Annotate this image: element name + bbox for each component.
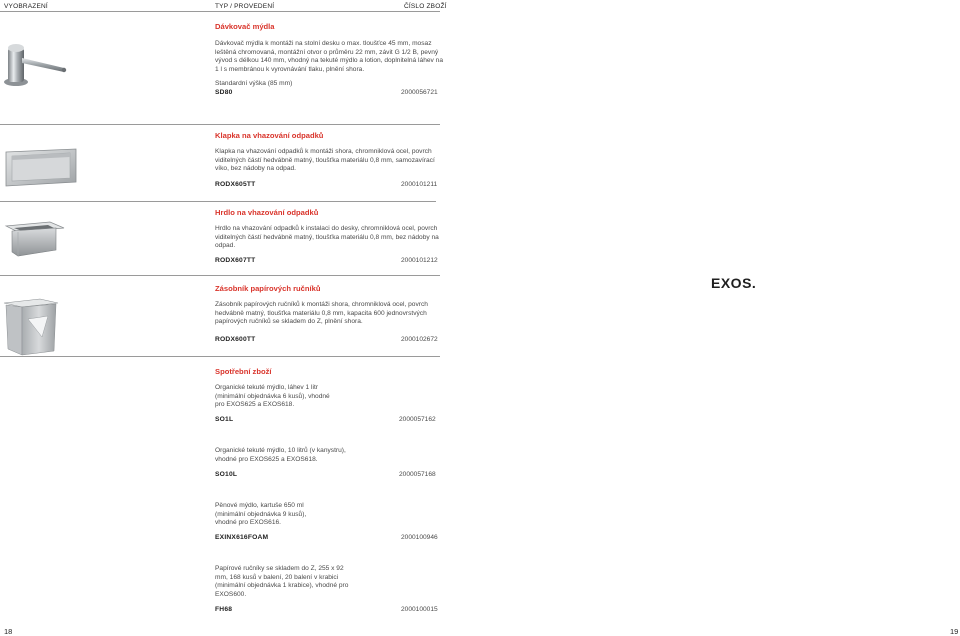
product-image — [4, 148, 78, 188]
product-code: RODX607TT — [215, 257, 256, 264]
column-header-type: TYP / PROVEDENÍ — [215, 3, 275, 10]
towel-dispenser-image — [2, 297, 60, 357]
product-title: Zásobník papírových ručníků — [215, 284, 321, 293]
product-description: Hrdlo na vhazování odpadků k instalaci do desky, chromniklová ocel, povrch viditelných částí hedvábně matný, tloušťka materiálu 0,8 mm, bez nádoby na odpad. — [215, 225, 439, 250]
product-number: 2000056721 — [401, 89, 438, 96]
consumable-code: EXINX616FOAM — [215, 534, 269, 541]
exos-logo: EXOS. — [711, 275, 757, 291]
product-image — [2, 297, 60, 357]
section-divider — [0, 275, 440, 276]
consumables-title: Spotřební zboží — [215, 367, 272, 376]
header-divider — [0, 11, 440, 12]
column-header-image: VYOBRAZENÍ — [4, 3, 48, 10]
consumable-description: Organické tekuté mýdlo, 10 litrů (v kanystru), vhodné pro EXOS625 a EXOS618. — [215, 447, 346, 463]
consumable-number: 2000057162 — [399, 416, 436, 423]
waste-flap-image — [4, 148, 78, 188]
column-header-number: ČÍSLO ZBOŽÍ — [404, 3, 447, 10]
product-description: Klapka na vhazování odpadků k montáži shora, chromniklová ocel, povrch viditelných částí hedvábně matný, tloušťka materiálu 0,8 mm, samozavírací víko, bez nádoby na odpad. — [215, 148, 435, 173]
consumable-code: FH68 — [215, 606, 233, 613]
product-image — [2, 38, 70, 88]
section-divider — [0, 201, 436, 202]
product-number: 2000101211 — [401, 181, 438, 188]
soap-dispenser-image — [2, 38, 70, 88]
product-number: 2000101212 — [401, 257, 438, 264]
consumable-number: 2000100015 — [401, 606, 438, 613]
product-code: RODX600TT — [215, 336, 256, 343]
consumable-description: Organické tekuté mýdlo, láhev 1 litr (minimální objednávka 6 kusů), vhodné pro EXOS625 a EXOS618. — [215, 384, 330, 409]
product-image — [4, 220, 66, 260]
consumable-code: SO10L — [215, 471, 238, 478]
page-number-left: 18 — [4, 627, 13, 636]
product-title: Klapka na vhazování odpadků — [215, 131, 324, 140]
product-description: Zásobník papírových ručníků k montáži shora, chromniklová ocel, povrch hedvábně matný, tloušťka materiálu 0,8 mm, kapacita 600 jednovrstvých papírových ručníků se skladem do Z, plnění shora. — [215, 301, 428, 326]
product-variant: Standardní výška (85 mm) — [215, 80, 293, 87]
page-number-right: 19 — [950, 627, 959, 636]
product-code: SD80 — [215, 89, 233, 96]
waste-chute-image — [4, 220, 66, 260]
section-divider — [0, 124, 440, 125]
product-title: Dávkovač mýdla — [215, 22, 275, 31]
consumable-number: 2000057168 — [399, 471, 436, 478]
product-description: Dávkovač mýdla k montáži na stolní desku o max. tloušťce 45 mm, mosaz leštěná chromovaná, montážní otvor o průměru 22 mm, závit G 1/2 B, pevný vývod s délkou 140 mm, vhodný na tekuté mýdlo a lotion, doplnitelná láhev na 1 l s membránou k vyrovnávání tlaku, plnění shora. — [215, 40, 443, 74]
consumable-number: 2000100946 — [401, 534, 438, 541]
section-divider — [0, 356, 440, 357]
consumable-code: SO1L — [215, 416, 234, 423]
consumable-description: Papírové ručníky se skladem do Z, 255 x 92 mm, 168 kusů v balení, 20 balení v krabici (minimální objednávka 1 krabice), vhodné pro EXOS600. — [215, 565, 349, 599]
consumable-description: Pěnové mýdlo, kartuše 650 ml (minimální objednávka 9 kusů), vhodné pro EXOS616. — [215, 502, 307, 527]
product-title: Hrdlo na vhazování odpadků — [215, 208, 319, 217]
product-number: 2000102672 — [401, 336, 438, 343]
product-code: RODX605TT — [215, 181, 256, 188]
